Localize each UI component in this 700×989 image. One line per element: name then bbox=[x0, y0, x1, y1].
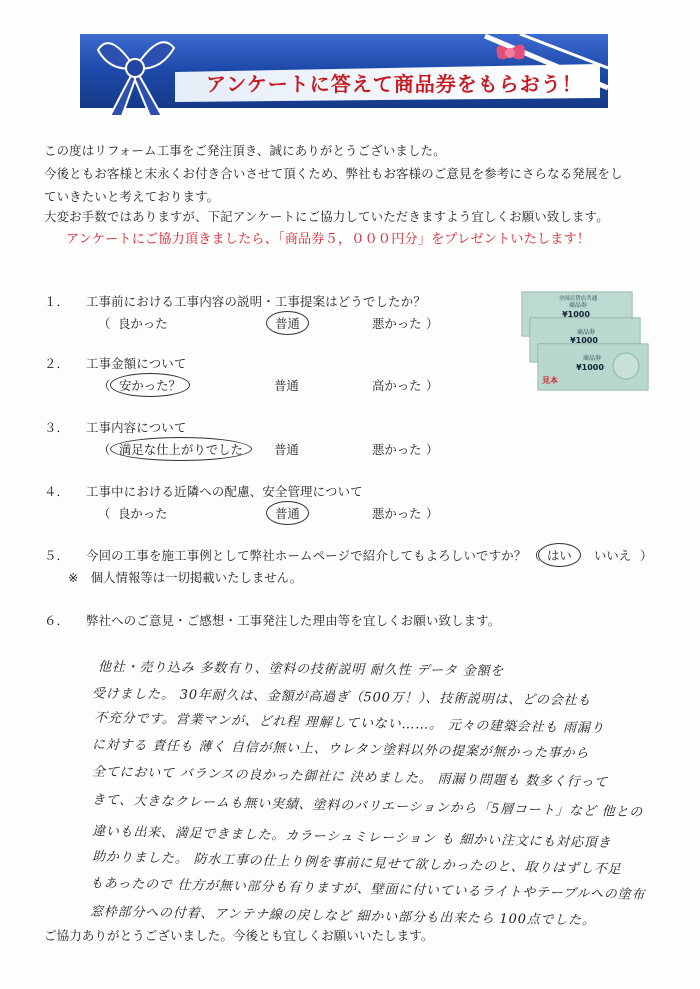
paren-open-4: （ bbox=[98, 506, 111, 521]
handwritten-line-1: 他社・売り込み 多数有り、塗料の技術説明 耐久性 データ 金額を bbox=[97, 659, 505, 680]
privacy-note: ※ 個人情報等は一切掲載いたしません。 bbox=[68, 570, 303, 585]
voucher-amount-1: ¥1000 bbox=[562, 310, 590, 319]
q3-option-satisfied-selected[interactable]: 満足な仕上がりでした bbox=[110, 437, 252, 461]
handwritten-line-4: に対する 責任も 薄く 自信が無い上、ウレタン塗料以外の提案が無かった事から bbox=[91, 737, 590, 762]
handwritten-line-6: きて、大きなクレームも無い実績、塗料のバリエーションから「5層コート」など 他との bbox=[91, 792, 644, 821]
gift-voucher-image bbox=[520, 290, 650, 398]
voucher-amount-3: ¥1000 bbox=[576, 363, 604, 372]
paren-open-5: （ bbox=[528, 548, 541, 563]
voucher-sample-stamp: 見本 bbox=[542, 376, 558, 385]
q3-option-bad[interactable]: 悪かった bbox=[372, 442, 422, 457]
question-number-5: ５． bbox=[44, 548, 70, 563]
intro-line-4: 大変お手数ではありますが、下記アンケートにご協力していただきますよう宜しくお願い致します。 bbox=[44, 209, 609, 224]
paren-open-2: （ bbox=[98, 378, 111, 393]
q4-option-good[interactable]: 良かった bbox=[118, 506, 168, 521]
handwritten-line-5: 全てにおいて バランスの良かった御社に 決めました。 雨漏り問題も 数多く行って bbox=[91, 764, 609, 791]
q2-option-average[interactable]: 普通 bbox=[274, 378, 299, 393]
handwritten-line-2: 受けました。 30年耐久は、金額が高過ぎ（500万！）、技術説明は、どの会社も bbox=[91, 686, 592, 709]
question-text-6: 弊社へのご意見・ご感想・工事発注した理由等を宜しくお願い致します。 bbox=[86, 613, 501, 628]
voucher-header: 全国百貨店共通 bbox=[558, 296, 598, 302]
voucher-label-3: 商品券 bbox=[582, 355, 602, 362]
handwritten-line-8: 助かりました。 防水工事の仕上り例を事前に見せて欲しかったのと、取りはずし不足 bbox=[91, 849, 622, 878]
handwritten-line-9: もあったので 仕方が無い部分も有りますが、壁面に付いているライトやテーブルへの塗布 bbox=[89, 876, 646, 903]
question-text-5: 今回の工事を施工事例として弊社ホームページで紹介してもよろしいですか？ bbox=[86, 548, 527, 563]
q1-option-bad[interactable]: 悪かった bbox=[372, 316, 422, 331]
question-number-2: ２． bbox=[44, 356, 70, 371]
paren-close-5: ） bbox=[640, 548, 653, 563]
banner-title: アンケートに答えて商品券をもらおう！ bbox=[206, 72, 583, 96]
question-text-2: 工事金額について bbox=[86, 356, 187, 371]
header-banner bbox=[80, 28, 608, 120]
question-number-6: ６． bbox=[44, 613, 70, 628]
paren-open-1: （ bbox=[98, 316, 111, 331]
q1-option-good[interactable]: 良かった bbox=[118, 316, 168, 331]
question-number-3: ３． bbox=[44, 420, 70, 435]
paren-open-3: （ bbox=[98, 442, 111, 457]
intro-line-3: ていきたいと考えております。 bbox=[44, 189, 220, 204]
intro-line-1: この度はリフォーム工事をご発注頂き、誠にありがとうございました。 bbox=[44, 143, 446, 158]
paren-close-4: ） bbox=[426, 506, 439, 521]
closing-message: ご協力ありがとうございました。今後とも宜しくお願いいたします。 bbox=[44, 928, 434, 943]
q2-option-cheap-selected[interactable]: 安かった？ bbox=[110, 373, 190, 397]
q4-option-bad[interactable]: 悪かった bbox=[372, 506, 422, 521]
q1-option-average-selected[interactable]: 普通 bbox=[266, 311, 309, 335]
paren-close-2: ） bbox=[426, 378, 439, 393]
question-text-3: 工事内容について bbox=[86, 420, 187, 435]
question-text-1: 工事前における工事内容の説明・工事提案はどうでしたか？ bbox=[86, 294, 426, 309]
question-text-4: 工事中における近隣への配慮、安全管理について bbox=[86, 484, 363, 499]
paren-close-3: ） bbox=[426, 442, 439, 457]
q5-option-yes-selected[interactable]: はい bbox=[538, 543, 581, 567]
q3-option-average[interactable]: 普通 bbox=[274, 442, 299, 457]
voucher-amount-2: ¥1000 bbox=[570, 336, 598, 345]
handwritten-line-7: 違いも出来、満足できました。カラーシュミレーション も 細かい注文にも対応頂き bbox=[91, 824, 612, 851]
voucher-label-1: 商品券 bbox=[568, 302, 588, 309]
handwritten-line-3: 不充分です。営業マンが、どれ程 理解していない……。 元々の建築会社も 雨漏り bbox=[93, 710, 605, 737]
q2-option-expensive[interactable]: 高かった bbox=[372, 378, 422, 393]
question-number-4: ４． bbox=[44, 484, 70, 499]
voucher-label-2: 商品券 bbox=[576, 329, 596, 336]
intro-line-2: 今後ともお客様と末永くお付き合いさせて頂くため、弊社もお客様のご意見を参考にさらなる発展をし bbox=[44, 166, 623, 181]
q4-option-average-selected[interactable]: 普通 bbox=[266, 501, 309, 525]
q5-option-no[interactable]: いいえ bbox=[594, 548, 632, 563]
handwritten-line-10: 窓枠部分への付着、アンテナ線の戻しなど 細かい部分も出来たら 100点でした。 bbox=[89, 904, 596, 929]
question-number-1: １． bbox=[44, 294, 70, 309]
paren-close-1: ） bbox=[426, 316, 439, 331]
present-announcement: アンケートにご協力頂きましたら、「商品券５，０００円分」をプレゼントいたします！ bbox=[66, 232, 591, 247]
